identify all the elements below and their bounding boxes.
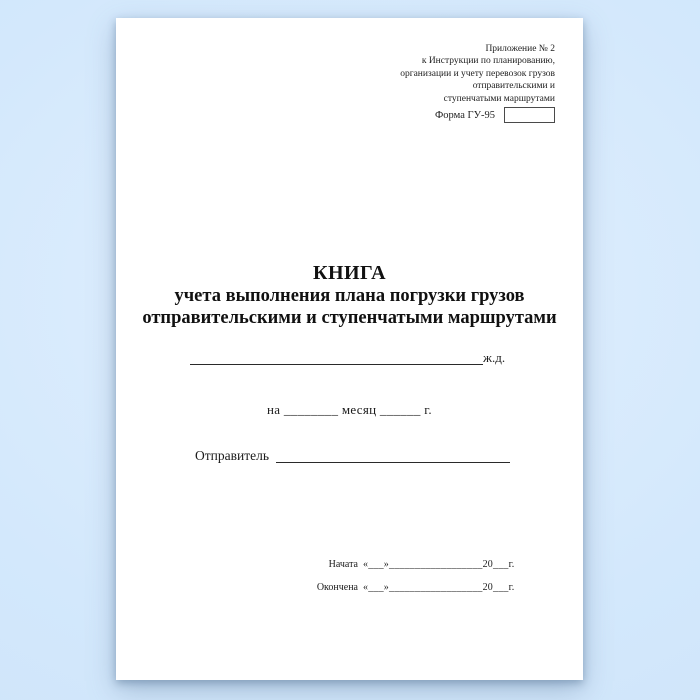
form-code-row bbox=[435, 107, 555, 123]
form-code-box bbox=[504, 107, 555, 123]
date-finished-row bbox=[276, 582, 514, 594]
sender-field bbox=[195, 448, 510, 463]
header-note-line: отправительскими и bbox=[472, 81, 555, 92]
date-started-label: Начата bbox=[328, 559, 358, 570]
railway-blank-line bbox=[190, 351, 483, 365]
sender-label: Отправитель bbox=[195, 448, 269, 463]
railway-field bbox=[190, 351, 505, 365]
document-subtitle-line2: отправительскими и ступенчатыми маршрутами bbox=[142, 308, 557, 328]
title-block bbox=[116, 261, 583, 329]
date-finished-value: «___»__________________20___г. bbox=[363, 582, 515, 593]
sender-blank-line bbox=[276, 448, 510, 463]
header-note-line: организации и учету перевозок грузов bbox=[400, 68, 555, 79]
month-field: на ________ месяц ______ г. bbox=[267, 402, 432, 417]
dates-block bbox=[276, 559, 514, 605]
date-started-value: «___»__________________20___г. bbox=[363, 559, 515, 570]
document-title: КНИГА bbox=[312, 262, 387, 284]
header-note-line: к Инструкции по планированию, bbox=[421, 56, 555, 67]
railway-suffix-label: ж.д. bbox=[483, 350, 506, 365]
document-subtitle-line1: учета выполнения плана погрузки грузов bbox=[174, 286, 525, 306]
header-note-line: Приложение № 2 bbox=[485, 44, 555, 54]
document-page bbox=[116, 18, 583, 680]
header-note-line: ступенчатыми маршрутами bbox=[443, 93, 555, 104]
date-finished-label: Окончена bbox=[316, 582, 358, 593]
form-code-label: Форма ГУ-95 bbox=[435, 109, 495, 121]
header-note bbox=[400, 43, 555, 105]
date-started-row bbox=[276, 559, 514, 571]
